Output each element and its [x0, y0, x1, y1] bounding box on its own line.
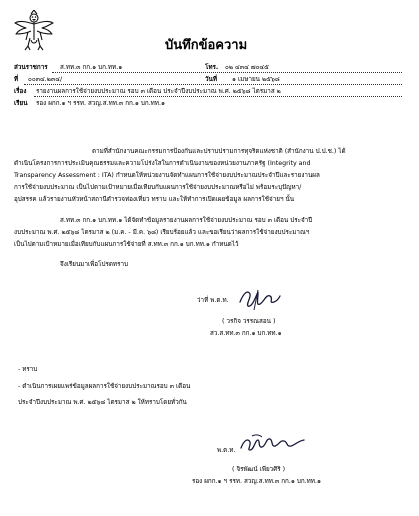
- signer1-prefix: ว่าที่ พ.ต.ท.: [197, 297, 229, 304]
- paragraph2-line1: ส.ทท.๓ กก.๑ บก.ทท.๑ ได้จัดทำข้อมูลรายงานผลการใช้จ่ายงบประมาณ รอบ ๓ เดือน ประจำปี: [60, 217, 313, 224]
- ref-label: ที่: [14, 76, 19, 83]
- paragraph1-line1: ตามที่สำนักงานคณะกรรมการป้องกันและปราบปรามการทุจริตแห่งชาติ (สำนักงาน ป.ป.ช.) ได้: [92, 148, 346, 155]
- department-value: ส.ทท.๓ กก.๑ บก.ทท.๑: [60, 64, 123, 71]
- garuda-emblem-icon: [14, 10, 54, 52]
- note-line2: - ดำเนินการเผยแพร่ข้อมูลผลการใช้จ่ายงบประมาณรอบ ๓ เดือน: [18, 383, 191, 390]
- paragraph1-line3: Transparency Assessment : ITA) กำหนดให้หน่วยงานจัดทำแผนการใช้จ่ายงบประมาณประจำปีและรายงานผล: [14, 172, 320, 179]
- subject-value: รายงานผลการใช้จ่ายงบประมาณ รอบ ๓ เดือน ประจำปีงบประมาณ พ.ศ. ๒๕๖๘ ไตรมาส ๒: [36, 88, 281, 95]
- to-value: รอง ผกก.๑ ฯ รรท. สวญ.ส.ทท.๓ กก.๑ บก.ทท.๑: [36, 100, 165, 107]
- header-dotted-line: [52, 72, 402, 73]
- paragraph1-line4: การใช้จ่ายงบประมาณ เป็นไปตามเป้าหมายเมื่อเทียบกับแผนการใช้จ่ายงบประมาณหรือไม่ พร้อมระบุปัญหา/: [14, 184, 302, 191]
- paragraph1-line2: ดำเนินโครงการการประเมินคุณธรรมและความโปร่งใสในการดำเนินงานของหน่วยงานภาครัฐ (Integrity and: [14, 160, 311, 167]
- signer1-name: ( วรกิจ วรรณสอน ): [222, 318, 276, 325]
- ref-value: ๐๐๓๔.๒๓๔/: [28, 76, 63, 83]
- signer1-position: สว.ส.ทท.๓ กก.๑ บก.ทท.๑: [210, 330, 282, 337]
- date-label: วันที่: [205, 76, 217, 83]
- note-line3: ประจำปีงบประมาณ พ.ศ. ๒๕๖๘ ไตรมาส ๒ ให้ทราบโดยทั่วกัน: [18, 399, 187, 406]
- paragraph2-line2: งบประมาณ พ.ศ. ๒๕๖๘ ไตรมาส ๒ (ม.ค. - มี.ค. ๖๘) เรียบร้อยแล้ว และขอเรียนว่าผลการใช้จ่ายงบประมาณฯ: [14, 229, 310, 236]
- paragraph2-line3: เป็นไปตามเป้าหมายเมื่อเทียบกับแผนการใช้จ่ายที่ ส.ทท.๓ กก.๑ บก.ทท.๑ กำหนดไว้: [14, 241, 239, 248]
- ref-dotted-line: [24, 84, 402, 85]
- date-value: ๑ เมษายน ๒๕๖๘: [232, 76, 280, 83]
- paragraph1-line5: อุปสรรค แล้วรายงานหัวหน้าสถานีตำรวจท่องเที่ยว ทราบ และให้ทำการเปิดเผยข้อมูล ผลการใช้จ่ายฯ นั้น: [14, 196, 295, 203]
- memo-title: บันทึกข้อความ: [165, 38, 248, 53]
- department-label: ส่วนราชการ: [14, 64, 48, 71]
- signature-1-icon: [236, 286, 282, 312]
- phone-label: โทร.: [205, 64, 219, 71]
- subject-label: เรื่อง: [14, 88, 27, 95]
- signer2-prefix: พ.ต.ท.: [217, 447, 236, 454]
- signer2-name: ( จิรพัฒน์ เพียวศิริ ): [232, 466, 286, 473]
- to-label: เรียน: [14, 100, 28, 107]
- note-line1: - ทราบ: [18, 366, 38, 373]
- phone-value: ๐๒ ๔๓๔ ๗๐๔๕: [225, 64, 269, 71]
- signer2-position: รอง ผกก.๑ ฯ รรท. สวญ.ส.ทท.๓ กก.๑ บก.ทท.๑: [192, 478, 321, 485]
- signature-2-icon: [238, 432, 308, 456]
- subject-dotted-line: [34, 96, 402, 97]
- closing-text: จึงเรียนมาเพื่อโปรดทราบ: [60, 261, 128, 268]
